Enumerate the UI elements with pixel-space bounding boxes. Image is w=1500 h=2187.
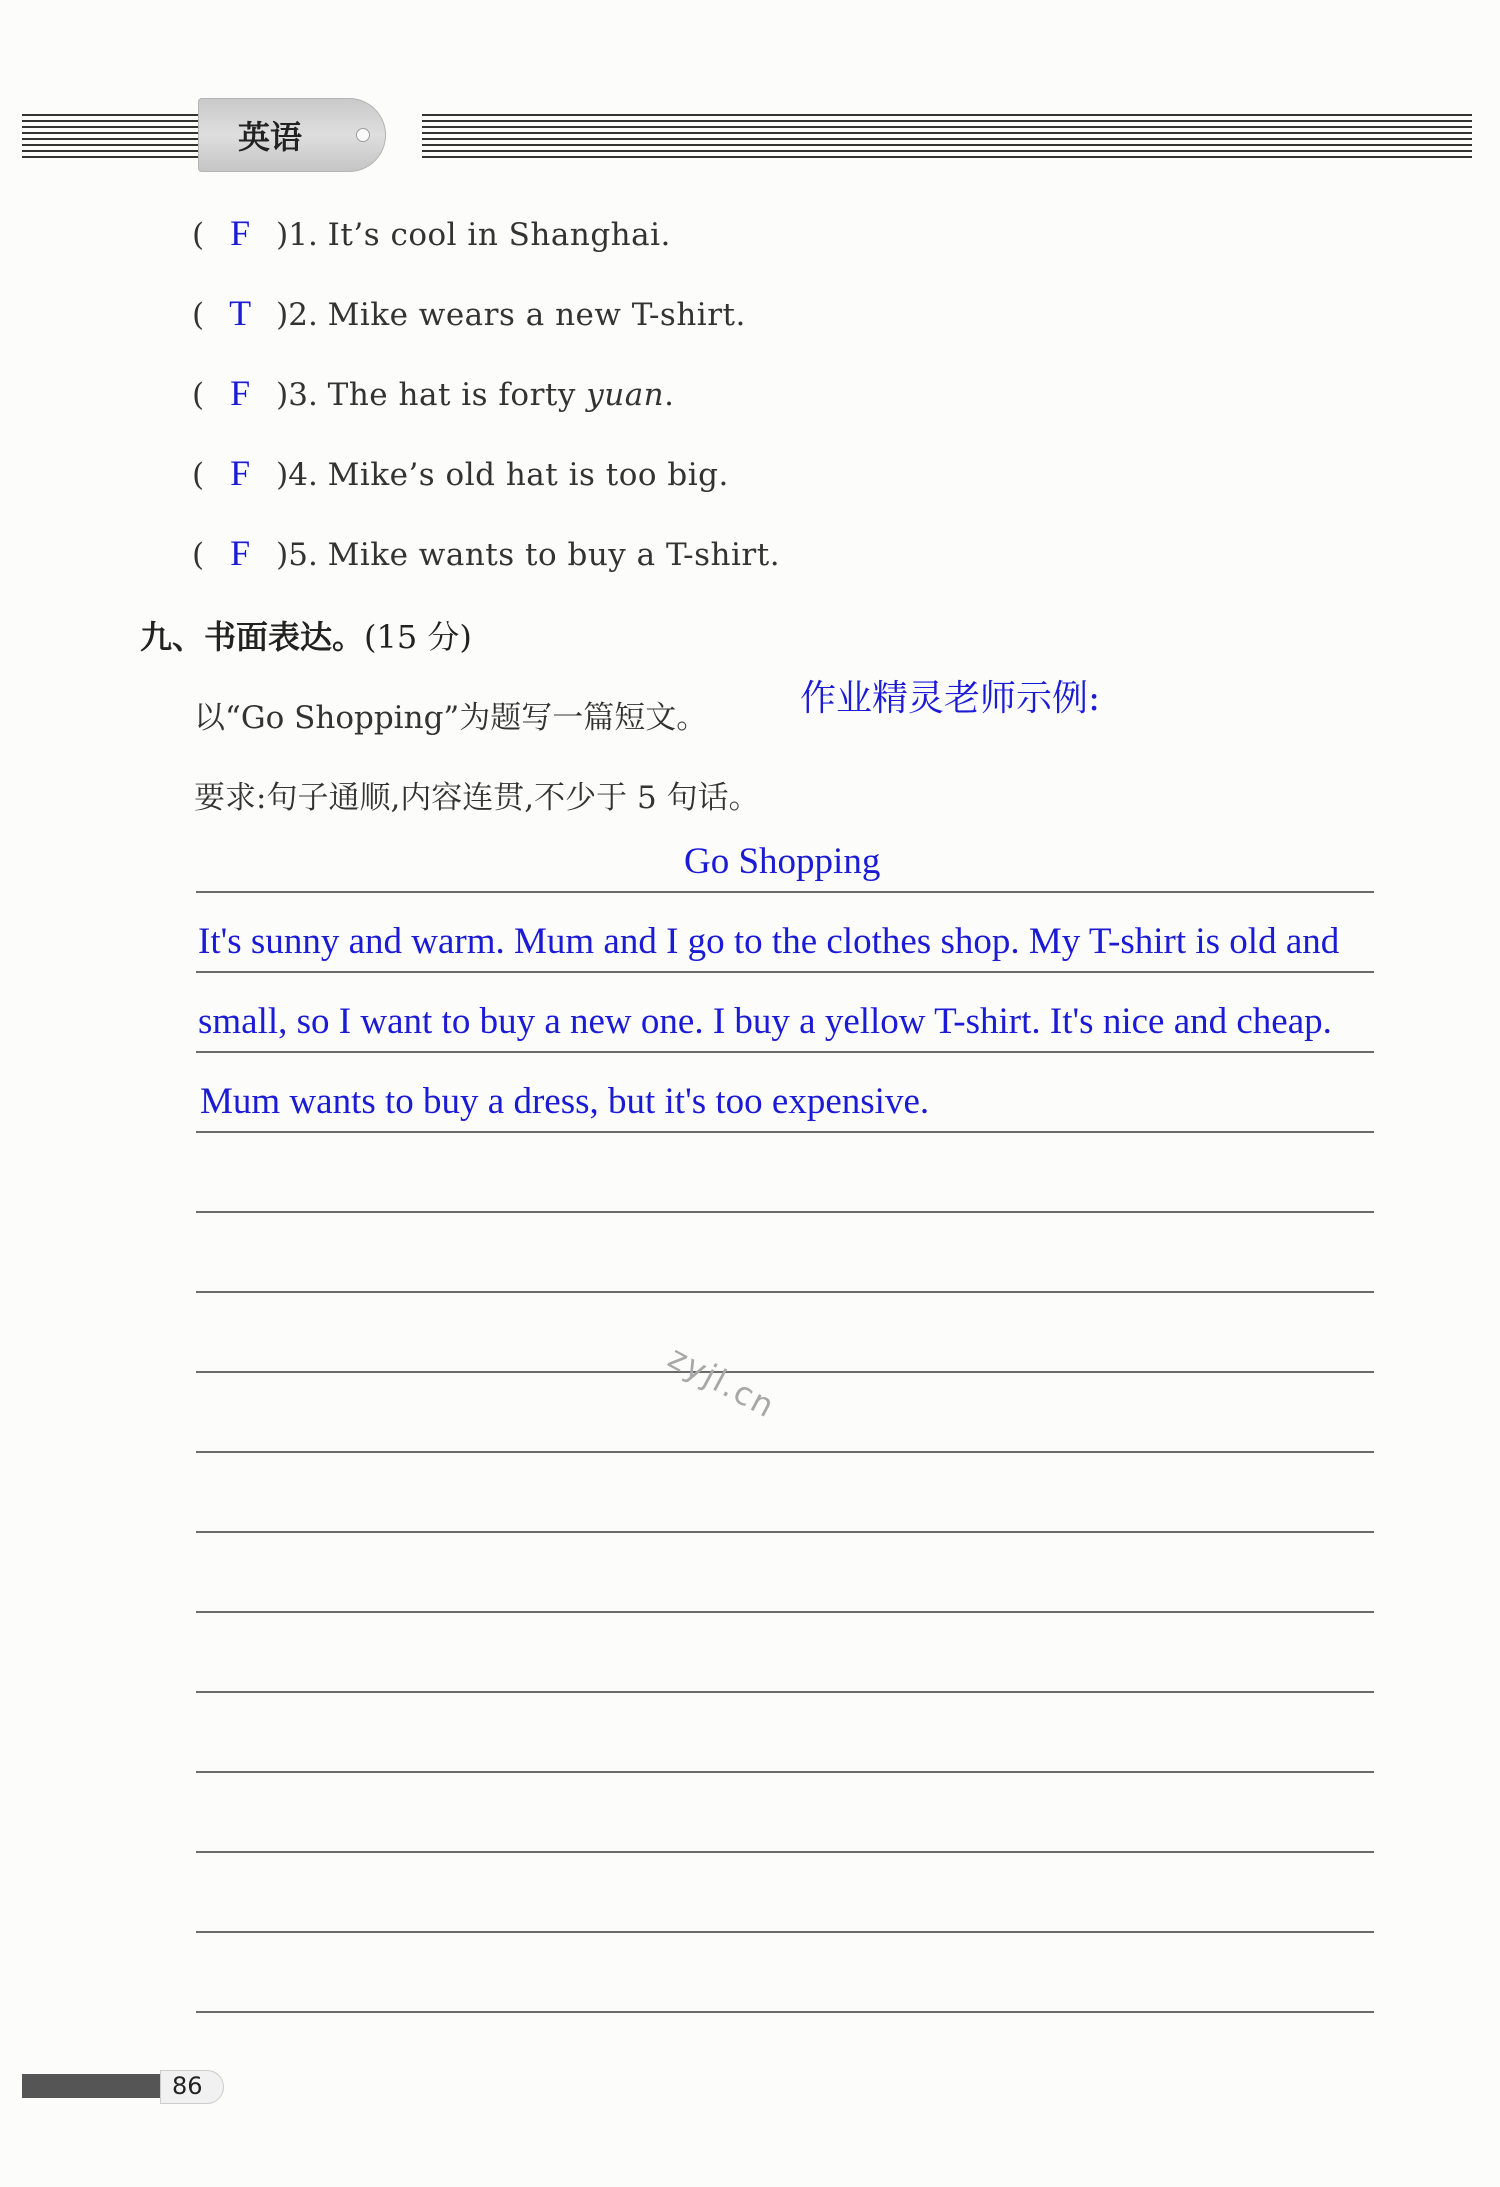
- close-paren: ): [276, 457, 289, 493]
- instruction-requirements: 要求:句子通顺,内容连贯,不少于 5 句话。: [194, 780, 760, 816]
- question-row-4: [192, 452, 729, 502]
- question-row-3: [192, 372, 675, 422]
- writing-line: [196, 971, 1374, 973]
- question-number: 5.: [288, 537, 318, 573]
- section-points: (15 分): [364, 618, 472, 656]
- question-row-2: [192, 292, 746, 342]
- close-paren: ): [276, 377, 289, 413]
- question-text-before: The hat is forty: [327, 377, 587, 413]
- answer-mark: F: [230, 453, 251, 493]
- question-row-1: [192, 212, 671, 262]
- tab-dot-icon: [356, 128, 370, 142]
- question-text: It’s cool in Shanghai.: [327, 217, 671, 253]
- question-number: 3.: [288, 377, 318, 413]
- open-paren: (: [192, 377, 205, 413]
- question-text: Mike wants to buy a T-shirt.: [327, 537, 781, 573]
- close-paren: ): [276, 217, 289, 253]
- question-number: 2.: [288, 297, 318, 333]
- section-title: [140, 612, 472, 658]
- teacher-example-note: 作业精灵老师示例:: [800, 678, 1101, 719]
- open-paren: (: [192, 537, 205, 573]
- answer-mark: F: [230, 373, 251, 413]
- open-paren: (: [192, 217, 205, 253]
- close-paren: ): [276, 537, 289, 573]
- open-paren: (: [192, 457, 205, 493]
- subject-tab: [198, 98, 386, 172]
- header-rule-left: [22, 114, 206, 158]
- footer-bar: [22, 2074, 172, 2098]
- writing-line: [196, 1211, 1374, 1213]
- writing-line: [196, 1291, 1374, 1293]
- writing-line: [196, 1371, 1374, 1373]
- subject-label: 英语: [238, 118, 303, 156]
- writing-line: [196, 1611, 1374, 1613]
- question-text-italic: yuan: [586, 377, 665, 413]
- writing-line: [196, 1451, 1374, 1453]
- writing-line: [196, 2011, 1374, 2013]
- writing-line: [196, 891, 1374, 893]
- question-text: Mike wears a new T-shirt.: [327, 297, 746, 333]
- header-rule-right: [422, 114, 1472, 158]
- writing-line: [196, 1691, 1374, 1693]
- close-paren: ): [276, 297, 289, 333]
- essay-line-1: It's sunny and warm. Mum and I go to the clothes shop. My T-shirt is old and: [198, 921, 1340, 962]
- answer-mark: T: [229, 293, 252, 333]
- writing-line: [196, 1531, 1374, 1533]
- page-number: 86: [172, 2072, 203, 2100]
- essay-title: Go Shopping: [684, 841, 881, 882]
- essay-line-3: Mum wants to buy a dress, but it's too expensive.: [200, 1081, 930, 1122]
- question-row-5: [192, 532, 780, 582]
- essay-line-2: small, so I want to buy a new one. I buy a yellow T-shirt. It's nice and cheap.: [198, 1001, 1332, 1042]
- question-number: 4.: [288, 457, 318, 493]
- writing-line: [196, 1131, 1374, 1133]
- writing-line: [196, 1851, 1374, 1853]
- question-number: 1.: [288, 217, 318, 253]
- question-text: Mike’s old hat is too big.: [327, 457, 729, 493]
- open-paren: (: [192, 297, 205, 333]
- writing-line: [196, 1931, 1374, 1933]
- watermark: zyjl.cn: [662, 1338, 783, 1426]
- answer-mark: F: [230, 213, 251, 253]
- instruction-topic: 以“Go Shopping”为题写一篇短文。: [194, 700, 708, 736]
- writing-line: [196, 1051, 1374, 1053]
- writing-line: [196, 1771, 1374, 1773]
- question-text-after: .: [664, 377, 675, 413]
- section-title-text: 九、书面表达。: [140, 618, 365, 656]
- answer-mark: F: [230, 533, 251, 573]
- question-text: [328, 377, 675, 413]
